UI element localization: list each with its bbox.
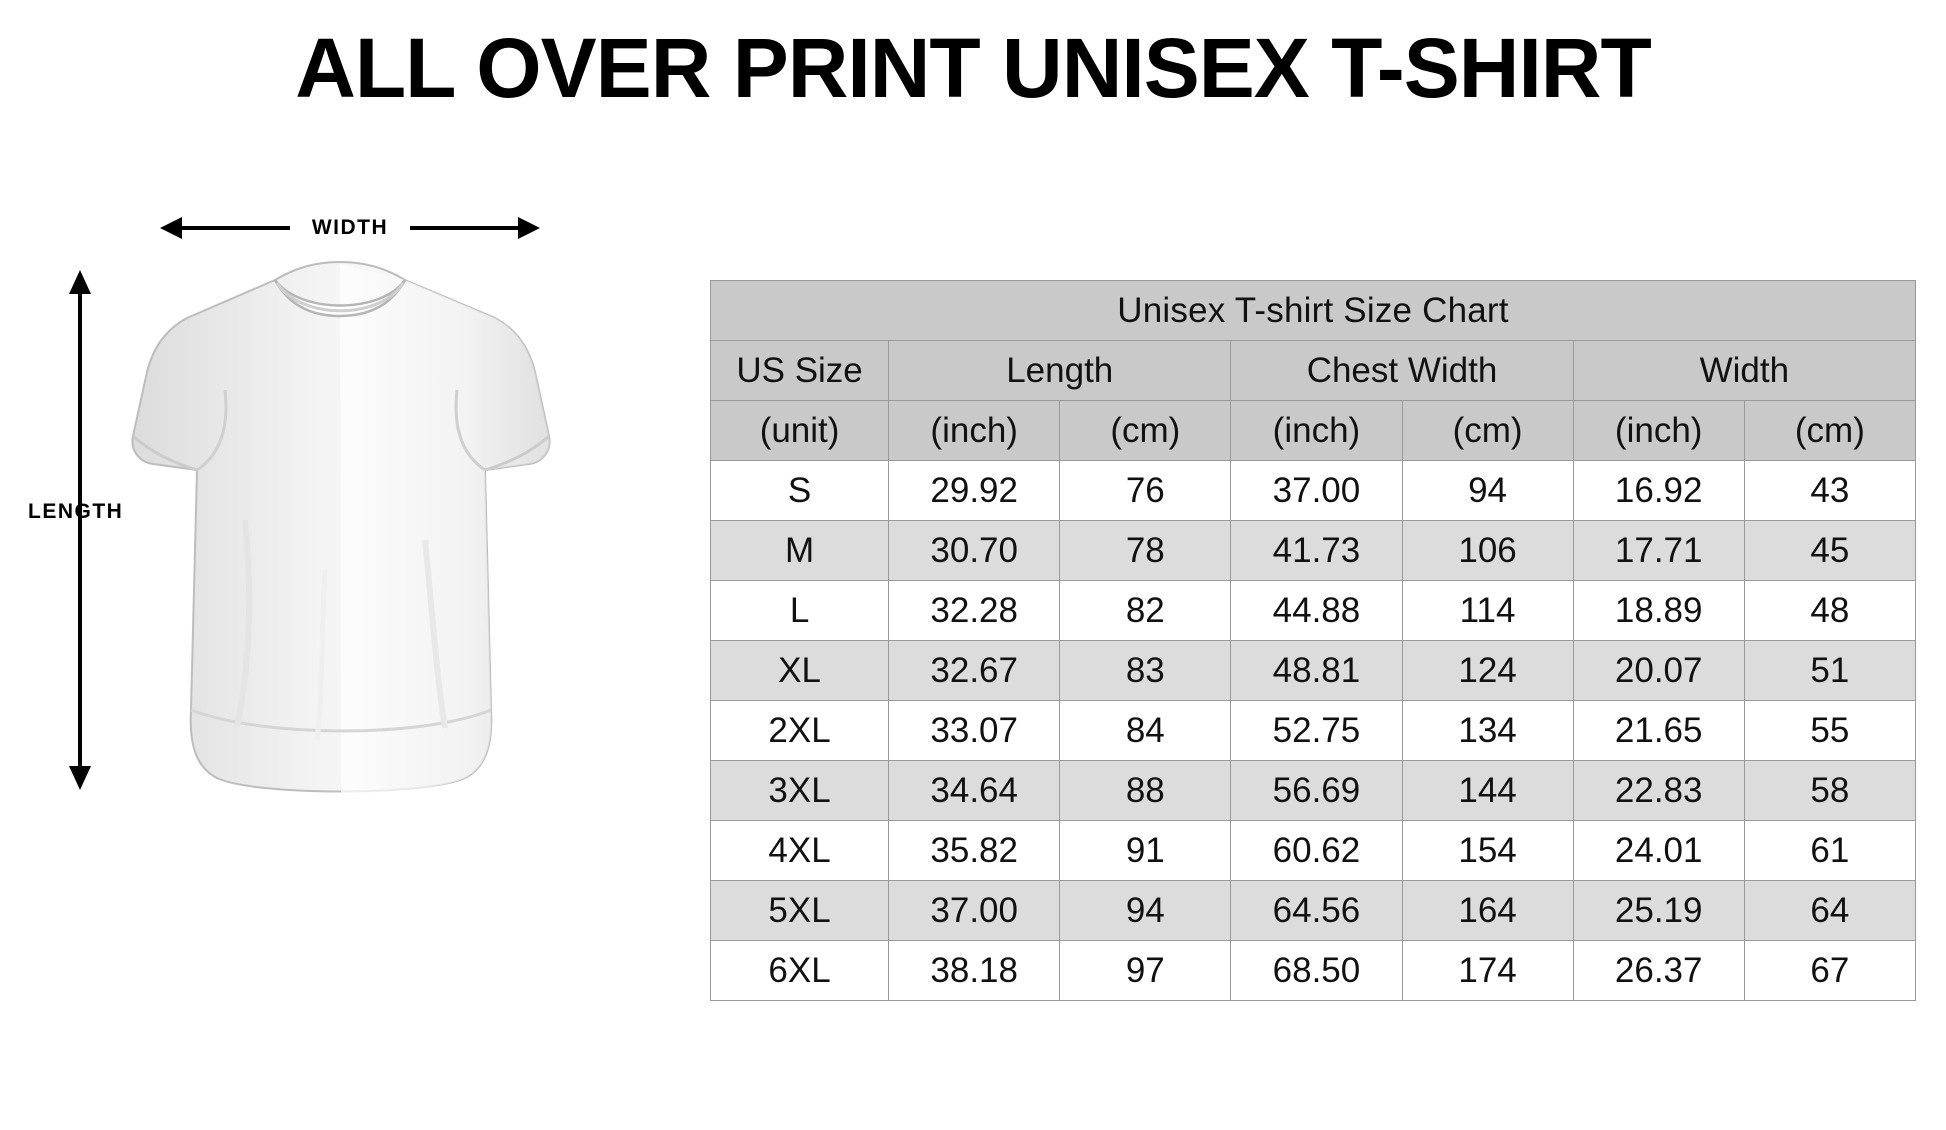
cell-chest-in: 41.73	[1231, 521, 1402, 581]
unit-cell: (inch)	[1573, 401, 1744, 461]
cell-width-in: 24.01	[1573, 821, 1744, 881]
cell-chest-cm: 114	[1402, 581, 1573, 641]
cell-size: L	[711, 581, 889, 641]
cell-length-cm: 83	[1060, 641, 1231, 701]
cell-width-in: 16.92	[1573, 461, 1744, 521]
table-row	[711, 521, 1916, 581]
cell-chest-in: 52.75	[1231, 701, 1402, 761]
cell-chest-in: 56.69	[1231, 761, 1402, 821]
cell-chest-cm: 124	[1402, 641, 1573, 701]
cell-length-cm: 88	[1060, 761, 1231, 821]
cell-chest-cm: 94	[1402, 461, 1573, 521]
cell-length-cm: 91	[1060, 821, 1231, 881]
header-length: Length	[889, 341, 1231, 401]
cell-chest-in: 68.50	[1231, 941, 1402, 1001]
cell-size: 6XL	[711, 941, 889, 1001]
cell-length-cm: 84	[1060, 701, 1231, 761]
cell-length-cm: 94	[1060, 881, 1231, 941]
cell-length-in: 32.28	[889, 581, 1060, 641]
length-arrow-icon	[60, 270, 100, 790]
cell-length-in: 30.70	[889, 521, 1060, 581]
table-row	[711, 941, 1916, 1001]
group-header-row	[711, 341, 1916, 401]
unit-cell: (inch)	[1231, 401, 1402, 461]
cell-length-in: 32.67	[889, 641, 1060, 701]
table-row	[711, 461, 1916, 521]
tshirt-graphic	[125, 240, 555, 810]
header-chest-width: Chest Width	[1231, 341, 1573, 401]
cell-chest-cm: 134	[1402, 701, 1573, 761]
length-label: LENGTH	[28, 500, 124, 523]
cell-length-in: 38.18	[889, 941, 1060, 1001]
cell-chest-in: 44.88	[1231, 581, 1402, 641]
size-chart-table-wrapper	[710, 280, 1916, 1001]
chart-title: Unisex T-shirt Size Chart	[711, 281, 1916, 341]
cell-size: XL	[711, 641, 889, 701]
cell-chest-cm: 144	[1402, 761, 1573, 821]
cell-width-in: 26.37	[1573, 941, 1744, 1001]
chart-title-row	[711, 281, 1916, 341]
unit-cell: (cm)	[1060, 401, 1231, 461]
unit-cell: (cm)	[1402, 401, 1573, 461]
cell-length-cm: 76	[1060, 461, 1231, 521]
tshirt-illustration	[30, 210, 670, 1010]
table-row	[711, 881, 1916, 941]
cell-width-cm: 45	[1744, 521, 1915, 581]
unit-cell: (cm)	[1744, 401, 1915, 461]
cell-chest-in: 48.81	[1231, 641, 1402, 701]
cell-size: 5XL	[711, 881, 889, 941]
cell-width-cm: 51	[1744, 641, 1915, 701]
cell-length-cm: 82	[1060, 581, 1231, 641]
cell-chest-cm: 174	[1402, 941, 1573, 1001]
cell-chest-in: 37.00	[1231, 461, 1402, 521]
size-chart-table	[710, 280, 1916, 1001]
cell-length-in: 35.82	[889, 821, 1060, 881]
cell-width-in: 22.83	[1573, 761, 1744, 821]
cell-chest-cm: 164	[1402, 881, 1573, 941]
table-row	[711, 581, 1916, 641]
cell-length-in: 29.92	[889, 461, 1060, 521]
cell-width-cm: 64	[1744, 881, 1915, 941]
table-row	[711, 761, 1916, 821]
table-row	[711, 701, 1916, 761]
header-width: Width	[1573, 341, 1915, 401]
cell-chest-cm: 154	[1402, 821, 1573, 881]
cell-length-in: 33.07	[889, 701, 1060, 761]
cell-size: 3XL	[711, 761, 889, 821]
cell-width-in: 18.89	[1573, 581, 1744, 641]
cell-length-in: 37.00	[889, 881, 1060, 941]
width-label: WIDTH	[290, 216, 410, 240]
cell-length-in: 34.64	[889, 761, 1060, 821]
cell-width-cm: 43	[1744, 461, 1915, 521]
cell-width-cm: 61	[1744, 821, 1915, 881]
cell-size: 2XL	[711, 701, 889, 761]
cell-width-cm: 67	[1744, 941, 1915, 1001]
page-title: ALL OVER PRINT UNISEX T-SHIRT	[295, 21, 1651, 115]
unit-cell: (inch)	[889, 401, 1060, 461]
cell-width-cm: 55	[1744, 701, 1915, 761]
cell-width-cm: 48	[1744, 581, 1915, 641]
cell-chest-cm: 106	[1402, 521, 1573, 581]
cell-width-cm: 58	[1744, 761, 1915, 821]
cell-size: M	[711, 521, 889, 581]
cell-size: 4XL	[711, 821, 889, 881]
cell-chest-in: 64.56	[1231, 881, 1402, 941]
unit-cell: (unit)	[711, 401, 889, 461]
cell-size: S	[711, 461, 889, 521]
cell-width-in: 20.07	[1573, 641, 1744, 701]
unit-header-row	[711, 401, 1916, 461]
cell-width-in: 25.19	[1573, 881, 1744, 941]
cell-width-in: 17.71	[1573, 521, 1744, 581]
cell-length-cm: 97	[1060, 941, 1231, 1001]
header-us-size: US Size	[711, 341, 889, 401]
cell-length-cm: 78	[1060, 521, 1231, 581]
table-row	[711, 641, 1916, 701]
cell-width-in: 21.65	[1573, 701, 1744, 761]
table-row	[711, 821, 1916, 881]
cell-chest-in: 60.62	[1231, 821, 1402, 881]
